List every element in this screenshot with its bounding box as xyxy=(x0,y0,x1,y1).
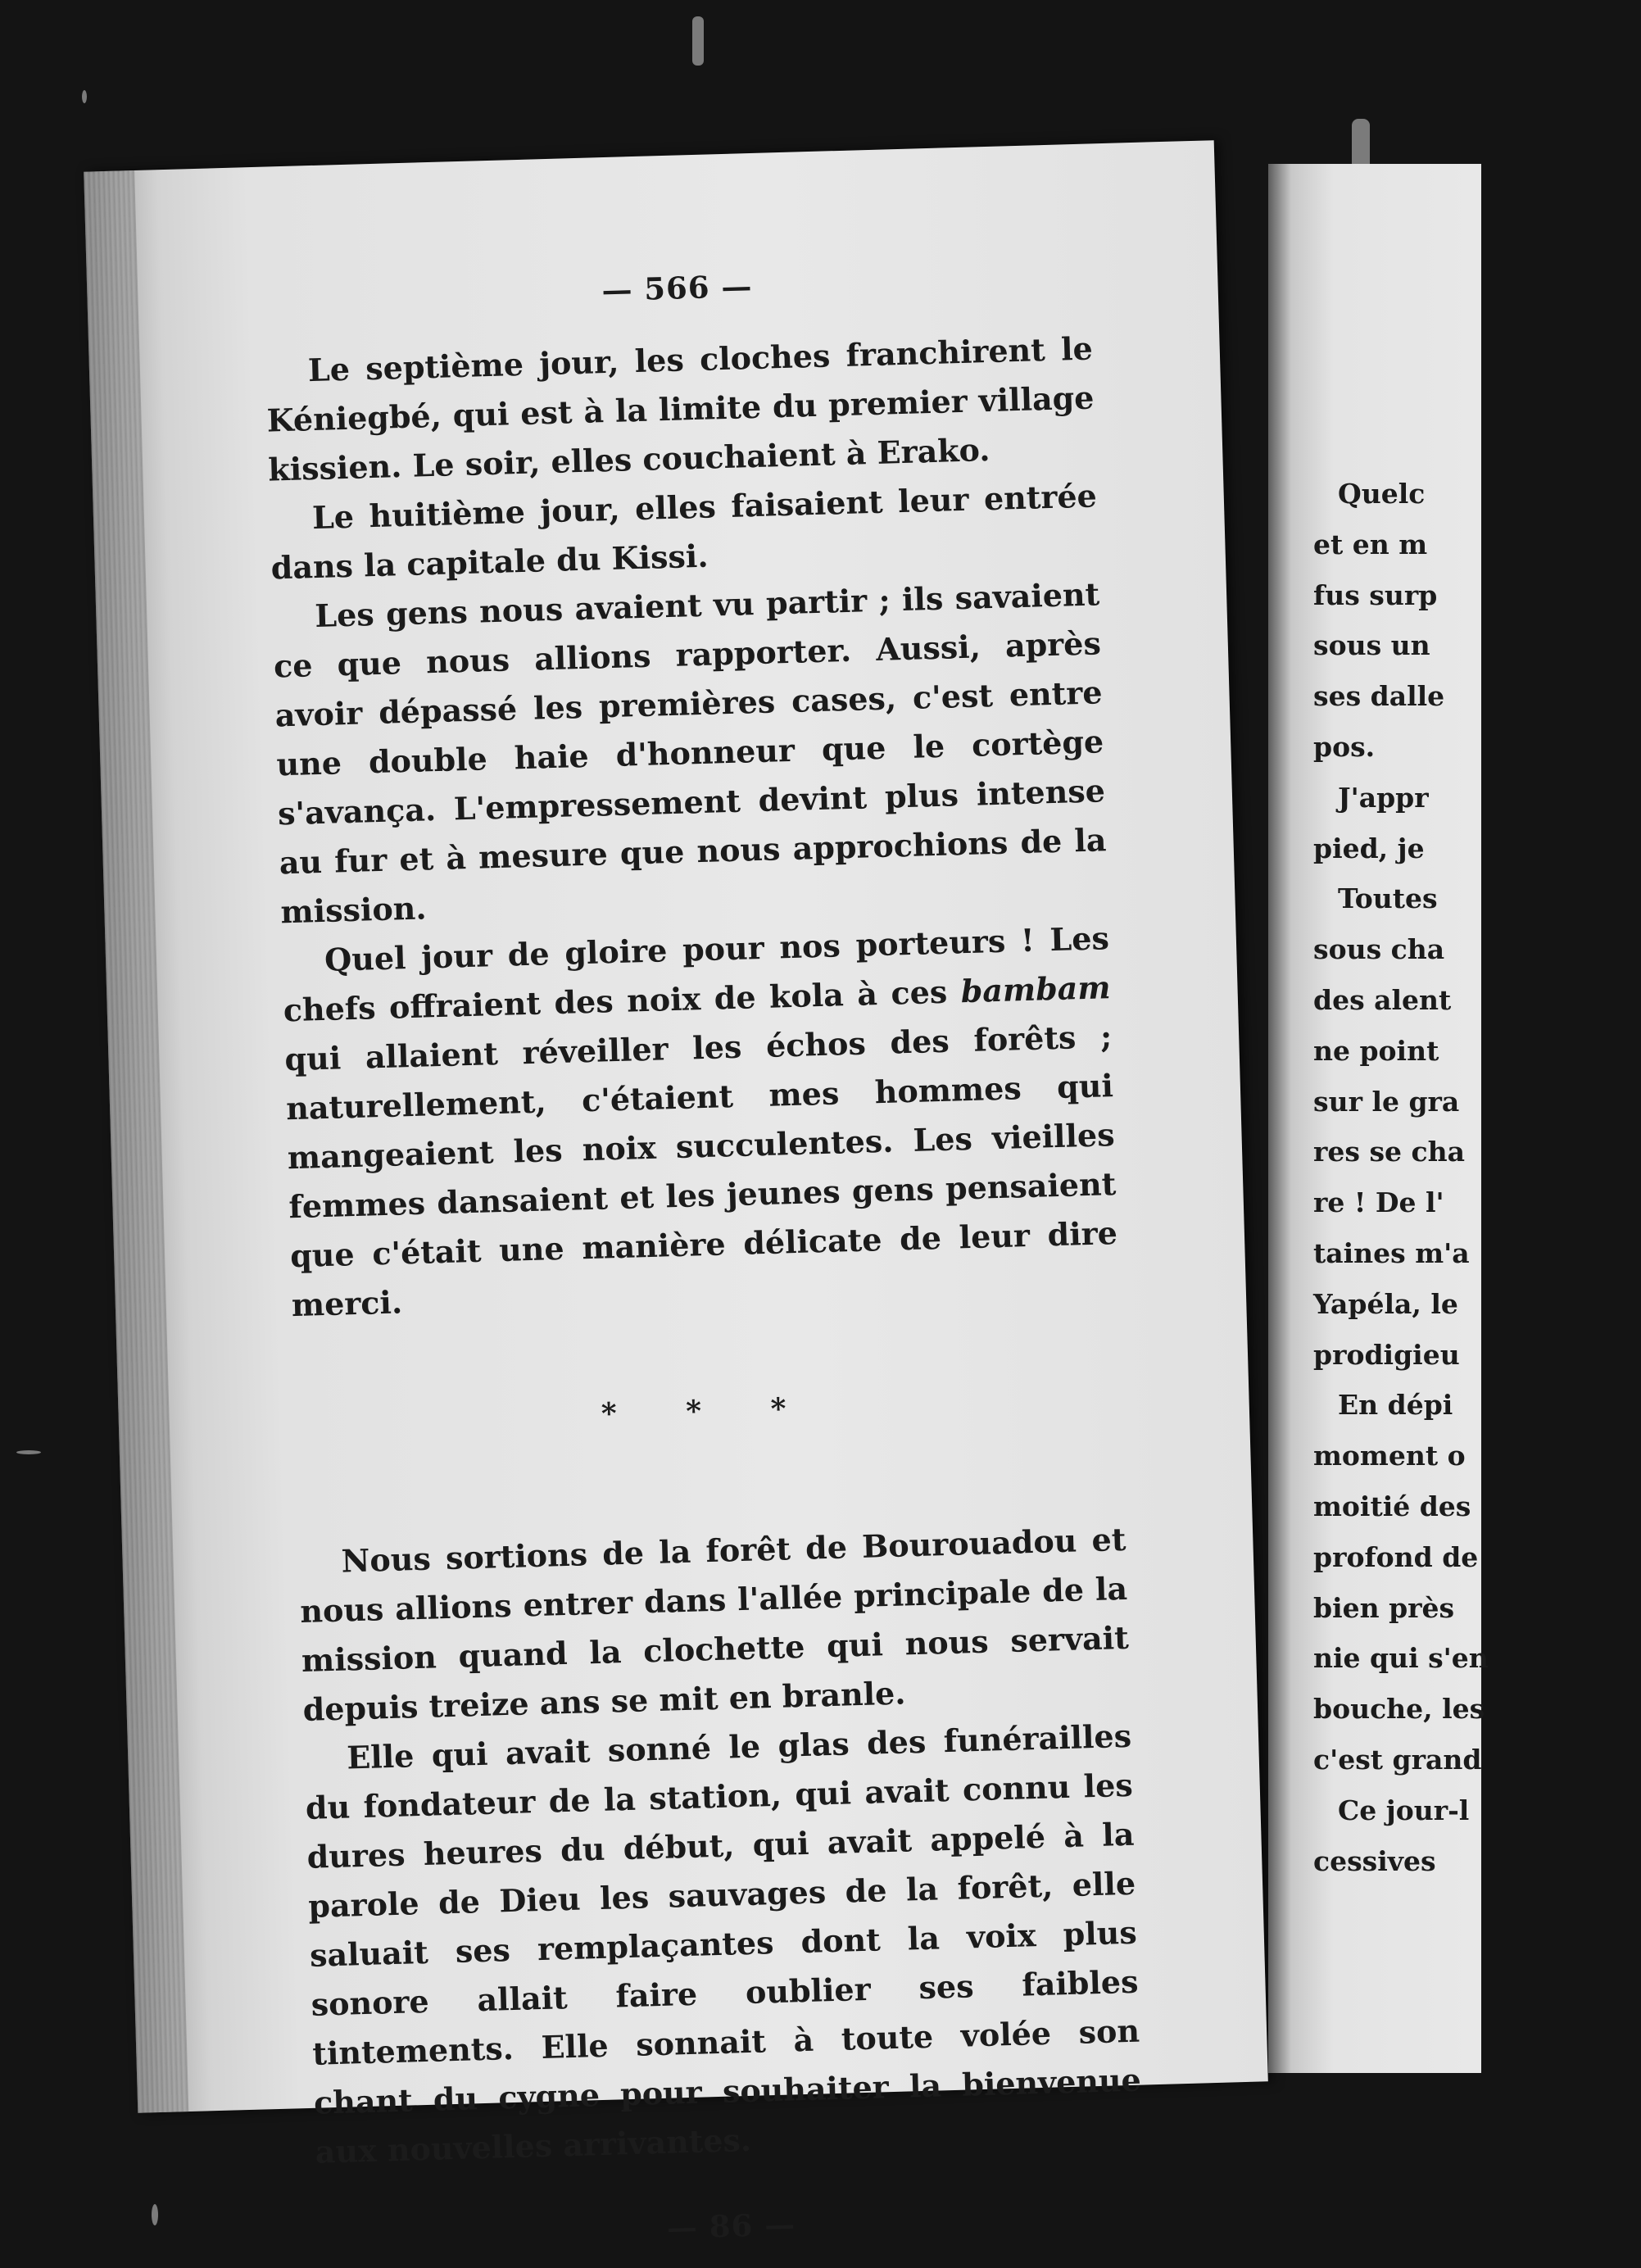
right-page-line: profond de xyxy=(1313,1540,1479,1573)
right-page-line: sous cha xyxy=(1313,933,1445,966)
right-page-line: bouche, les xyxy=(1313,1693,1485,1726)
right-page-line: pied, je xyxy=(1313,832,1425,864)
running-page-number: — 566 — xyxy=(601,268,754,309)
right-page-line: re ! De l' xyxy=(1313,1186,1444,1219)
paragraph: Le septième jour, les cloches franchirent le Kéniegbé, qui est à la limite du premier village kissien. Le soir, elles couchaient à Erako. xyxy=(266,329,1095,488)
right-page-line: des alent xyxy=(1313,983,1452,1016)
right-page-line: ne point xyxy=(1313,1034,1439,1067)
backdrop-speck xyxy=(692,16,704,66)
backdrop-speck xyxy=(152,2204,158,2225)
backdrop-speck xyxy=(16,1450,41,1454)
paragraph: Le huitième jour, elles faisaient leur entrée dans la capitale du Kissi. xyxy=(270,477,1098,587)
right-page-line: sur le gra xyxy=(1313,1085,1460,1118)
paragraph: Quel jour de gloire pour nos porteurs ! Les chefs offraient des noix de kola à ces bambam qui allaient réveiller les échos des forêts ; naturellement, c'étaient mes hommes qui mangeaient les noix succulentes. Les vieilles femmes dansaient et les jeunes gens pensaient que c'était une manière délicate de leur dire merci. xyxy=(283,919,1118,1324)
right-page-line: moment o xyxy=(1313,1440,1466,1472)
italic-word: bambam xyxy=(960,968,1112,1010)
right-page-line: bien près xyxy=(1313,1591,1455,1624)
right-page-line: En dépi xyxy=(1338,1389,1453,1422)
right-page-line: res se cha xyxy=(1313,1136,1465,1168)
left-page xyxy=(84,140,1268,2246)
paragraph: Nous sortions de la forêt de Bourouadou et nous allions entrer dans l'allée principale de la mission quand la clochette qui nous servait depuis treize ans se mit en branle. xyxy=(299,1520,1130,1728)
right-page-line: Ce jour-l xyxy=(1338,1794,1470,1826)
paragraph: Les gens nous avaient vu partir ; ils savaient ce que nous allions rapporter. Aussi, après avoir dépassé les premières cases, c'est entre une double haie d'honneur que le cortège s'avança. L'empressement devint plus intense au fur et à mesure que nous approchions de la mission. xyxy=(273,575,1108,931)
right-page-line: moitié des xyxy=(1313,1490,1471,1522)
right-page-line: prodigieu xyxy=(1313,1338,1460,1371)
right-page-line: c'est grand xyxy=(1313,1743,1482,1776)
section-break: * * * xyxy=(601,1390,817,1431)
right-page-line: Quelc xyxy=(1338,478,1426,510)
right-page-line: Toutes xyxy=(1338,882,1438,915)
right-page-line: Yapéla, le xyxy=(1313,1287,1458,1320)
paragraph: Elle qui avait sonné le glas des funérailles du fondateur de la station, qui avait connu les dures heures du début, qui avait appelé à la parole de Dieu les sauvages de la forêt, elle saluait ses remplaçantes dont la voix plus sonore allait faire oublier ses faibles tintements. Elle sonnait à toute volée son chant du cygne pour souhaiter la bienvenue aux nouvelles arrivantes. xyxy=(305,1717,1142,2170)
backdrop-speck xyxy=(82,90,87,103)
right-page-line: taines m'a xyxy=(1313,1236,1470,1269)
page-edges xyxy=(84,170,188,2113)
left-page-content xyxy=(263,258,1145,2255)
right-page-line: et en m xyxy=(1313,528,1428,560)
right-page-line: ses dalle xyxy=(1313,680,1445,713)
right-page-line: sous un xyxy=(1313,629,1430,662)
right-page-content xyxy=(1313,469,1641,1886)
right-page-line: pos. xyxy=(1313,730,1376,763)
right-page-line: cessives xyxy=(1313,1844,1436,1877)
folio-number: — 86 — xyxy=(666,2206,796,2246)
right-page xyxy=(1268,164,1489,2073)
right-page-line: nie qui s'en xyxy=(1313,1642,1489,1675)
right-page-line: J'appr xyxy=(1338,781,1429,814)
right-page-line: fus surp xyxy=(1313,578,1438,611)
